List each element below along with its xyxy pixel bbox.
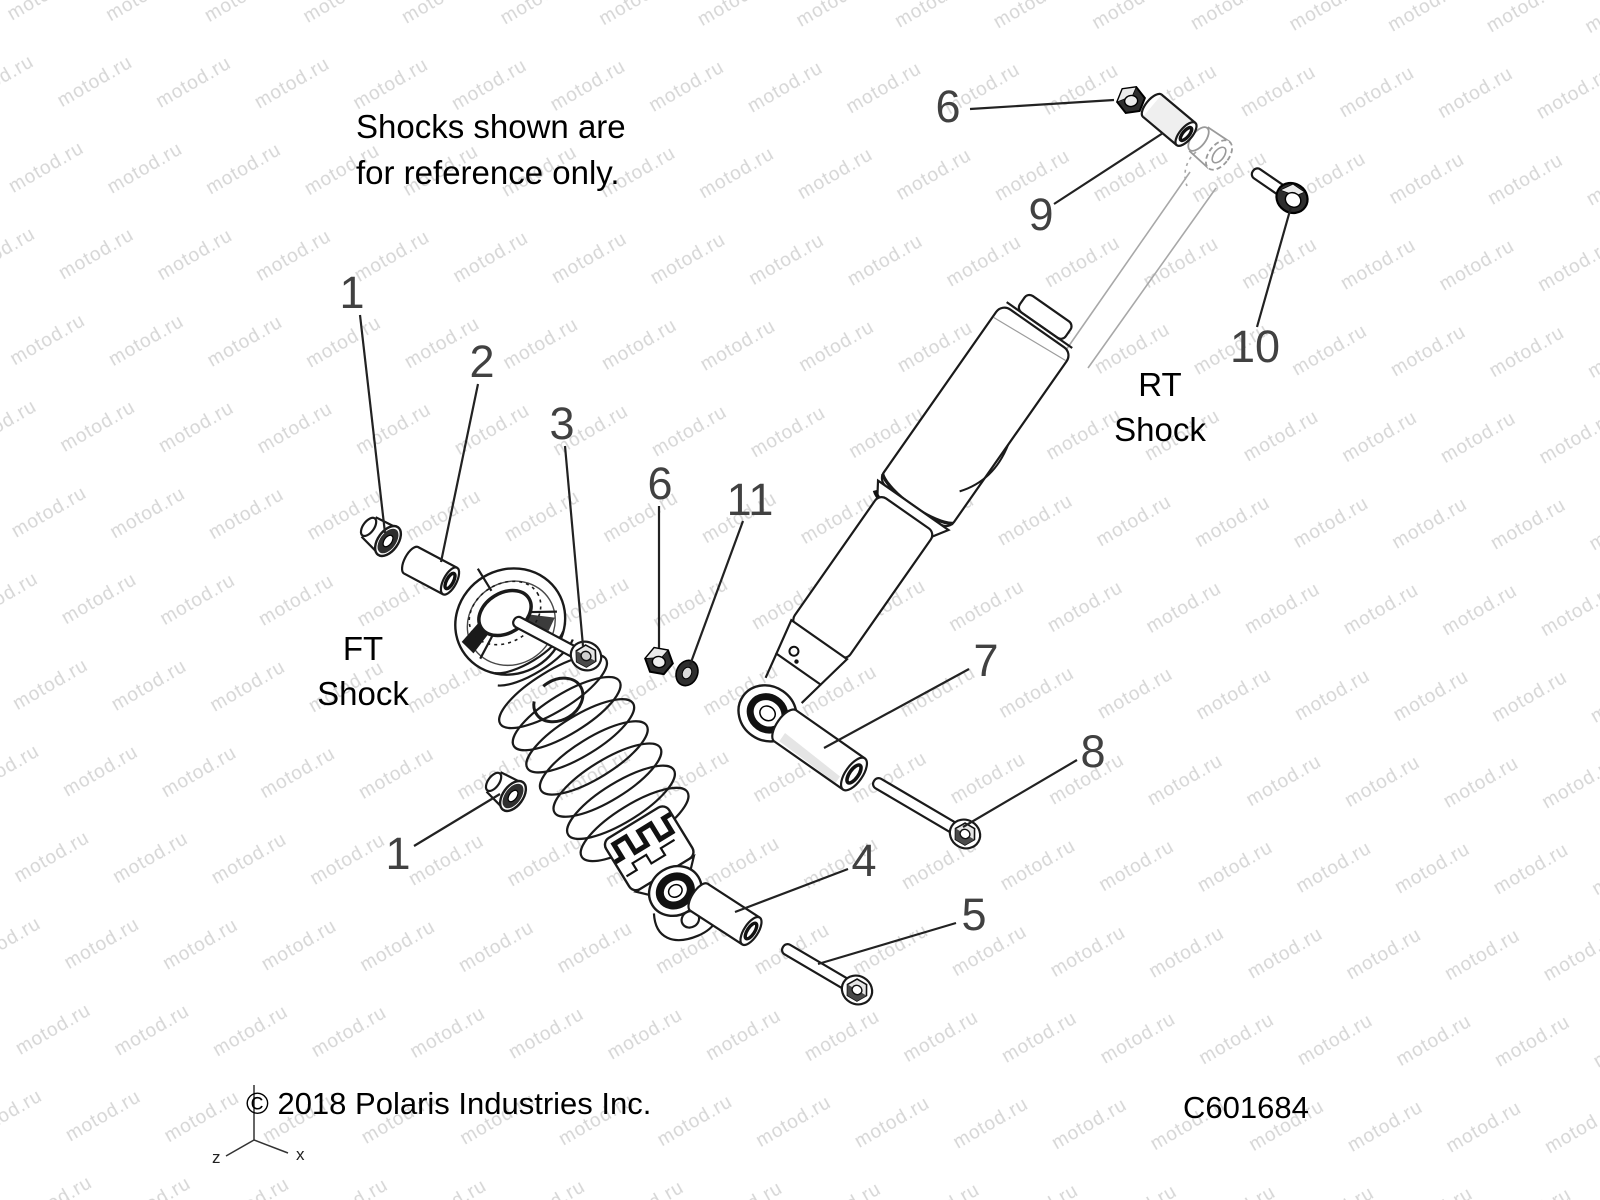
rt-shock-label-line1: RT bbox=[1138, 366, 1182, 403]
axis-x-label: x bbox=[296, 1145, 305, 1164]
callout-number-5: 5 bbox=[961, 889, 987, 940]
callout-number-1: 1 bbox=[339, 267, 365, 318]
rt-shock-label-line2: Shock bbox=[1114, 411, 1206, 448]
axis-z-label: z bbox=[212, 1148, 221, 1167]
callout-number-11: 11 bbox=[726, 474, 774, 525]
callout-number-6: 6 bbox=[935, 81, 961, 132]
copyright-text: © 2018 Polaris Industries Inc. bbox=[246, 1086, 652, 1121]
callout-number-6: 6 bbox=[647, 458, 673, 509]
reference-note bbox=[356, 104, 626, 196]
callout-number-7: 7 bbox=[973, 635, 999, 686]
callout-number-1: 1 bbox=[385, 828, 411, 879]
reference-note-line1: Shocks shown are bbox=[356, 108, 626, 145]
ft-shock-label bbox=[278, 626, 448, 716]
diagram-code: C601684 bbox=[1183, 1090, 1309, 1125]
ft-shock-label-line2: Shock bbox=[317, 675, 409, 712]
callout-number-4: 4 bbox=[851, 835, 877, 886]
callout-number-3: 3 bbox=[549, 398, 575, 449]
rt-shock-label bbox=[1075, 362, 1245, 452]
ft-shock-label-line1: FT bbox=[342, 630, 384, 667]
callout-number-10: 10 bbox=[1229, 321, 1281, 372]
callout-number-2: 2 bbox=[469, 336, 495, 387]
callout-number-8: 8 bbox=[1080, 726, 1106, 777]
reference-note-line2: for reference only. bbox=[356, 154, 620, 191]
callout-number-9: 9 bbox=[1028, 189, 1054, 240]
